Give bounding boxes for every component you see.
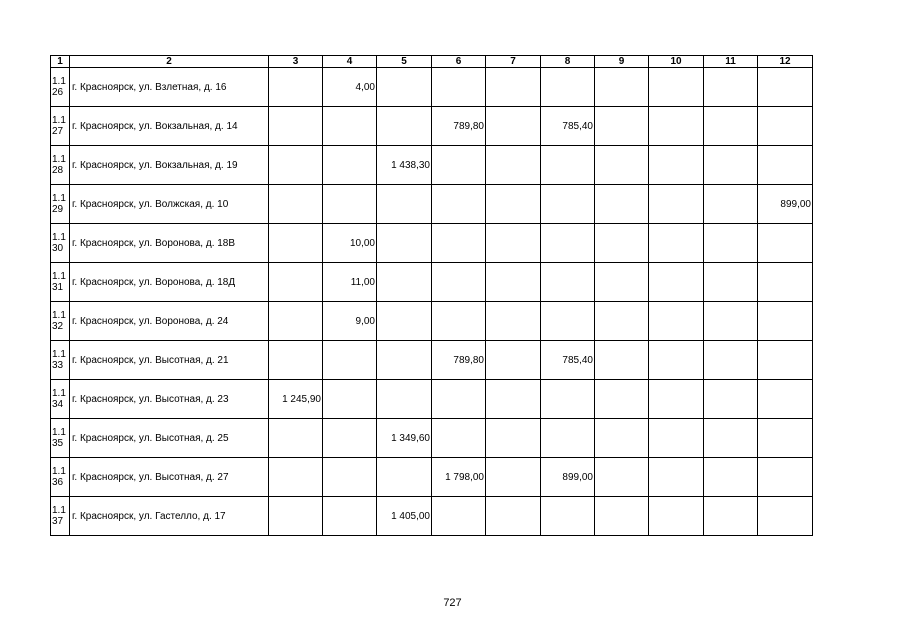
column-header: 3 [269, 56, 323, 68]
value-cell [595, 107, 649, 146]
value-cell [758, 341, 813, 380]
address-cell: г. Красноярск, ул. Воронова, д. 18В [70, 224, 269, 263]
value-cell [704, 185, 758, 224]
value-cell [649, 146, 704, 185]
value-cell [269, 341, 323, 380]
value-cell [432, 146, 486, 185]
address-cell: г. Красноярск, ул. Вокзальная, д. 14 [70, 107, 269, 146]
value-cell [269, 458, 323, 497]
row-index-bottom: 37 [52, 516, 64, 527]
value-cell [541, 68, 595, 107]
table-row [51, 224, 813, 263]
value-cell [323, 458, 377, 497]
value-cell [541, 224, 595, 263]
table-row [51, 302, 813, 341]
row-index-top: 1.1 [52, 388, 66, 399]
value-cell [704, 107, 758, 146]
value-cell [758, 380, 813, 419]
column-header: 12 [758, 56, 813, 68]
value-cell [323, 107, 377, 146]
value-cell [704, 380, 758, 419]
value-cell [704, 341, 758, 380]
column-header: 10 [649, 56, 704, 68]
value-cell [432, 185, 486, 224]
row-index-bottom: 35 [52, 438, 64, 449]
value-cell [269, 419, 323, 458]
value-cell [269, 146, 323, 185]
value-cell [541, 185, 595, 224]
value-cell [758, 302, 813, 341]
value-cell [704, 263, 758, 302]
value-cell [432, 380, 486, 419]
value-cell [486, 107, 541, 146]
value-cell: 785,40 [541, 107, 595, 146]
column-header: 6 [432, 56, 486, 68]
row-index [51, 68, 70, 107]
value-cell [649, 302, 704, 341]
value-cell [377, 263, 432, 302]
address-cell: г. Красноярск, ул. Вокзальная, д. 19 [70, 146, 269, 185]
value-cell [758, 458, 813, 497]
value-cell: 10,00 [323, 224, 377, 263]
row-index [51, 185, 70, 224]
value-cell: 1 798,00 [432, 458, 486, 497]
value-cell [323, 380, 377, 419]
value-cell [541, 263, 595, 302]
page-number: 727 [443, 597, 462, 609]
value-cell [595, 419, 649, 458]
row-index [51, 341, 70, 380]
column-header: 7 [486, 56, 541, 68]
value-cell [432, 68, 486, 107]
row-index [51, 302, 70, 341]
value-cell [377, 224, 432, 263]
table-row [51, 419, 813, 458]
row-index-top: 1.1 [52, 115, 66, 126]
row-index-top: 1.1 [52, 466, 66, 477]
value-cell [595, 458, 649, 497]
value-cell [377, 380, 432, 419]
value-cell [323, 497, 377, 536]
value-cell [704, 68, 758, 107]
value-cell: 789,80 [432, 341, 486, 380]
row-index [51, 419, 70, 458]
value-cell [541, 146, 595, 185]
value-cell [704, 419, 758, 458]
row-index [51, 146, 70, 185]
value-cell [486, 185, 541, 224]
row-index-top: 1.1 [52, 193, 66, 204]
value-cell [595, 497, 649, 536]
value-cell [486, 341, 541, 380]
value-cell [595, 68, 649, 107]
row-index-bottom: 26 [52, 87, 64, 98]
value-cell [486, 419, 541, 458]
value-cell [269, 224, 323, 263]
value-cell [758, 68, 813, 107]
value-cell [649, 68, 704, 107]
value-cell [758, 224, 813, 263]
table-row [51, 263, 813, 302]
row-index-top: 1.1 [52, 271, 66, 282]
value-cell [649, 458, 704, 497]
value-cell [486, 68, 541, 107]
value-cell [649, 380, 704, 419]
data-table [50, 55, 813, 536]
row-index [51, 380, 70, 419]
value-cell [595, 185, 649, 224]
row-index-bottom: 36 [52, 477, 64, 488]
value-cell [323, 146, 377, 185]
value-cell: 1 349,60 [377, 419, 432, 458]
address-cell: г. Красноярск, ул. Высотная, д. 27 [70, 458, 269, 497]
column-header: 9 [595, 56, 649, 68]
value-cell [323, 341, 377, 380]
table-row [51, 185, 813, 224]
column-header: 1 [51, 56, 70, 68]
address-cell: г. Красноярск, ул. Взлетная, д. 16 [70, 68, 269, 107]
value-cell: 789,80 [432, 107, 486, 146]
value-cell [758, 497, 813, 536]
value-cell [269, 107, 323, 146]
value-cell [758, 419, 813, 458]
row-index-top: 1.1 [52, 154, 66, 165]
value-cell [649, 263, 704, 302]
value-cell [758, 263, 813, 302]
value-cell [377, 107, 432, 146]
value-cell [377, 341, 432, 380]
value-cell [595, 302, 649, 341]
value-cell [649, 185, 704, 224]
address-cell: г. Красноярск, ул. Воронова, д. 18Д [70, 263, 269, 302]
value-cell [269, 185, 323, 224]
table-row [51, 458, 813, 497]
column-header: 11 [704, 56, 758, 68]
value-cell: 899,00 [541, 458, 595, 497]
row-index [51, 497, 70, 536]
row-index-top: 1.1 [52, 505, 66, 516]
value-cell [486, 224, 541, 263]
value-cell [432, 419, 486, 458]
value-cell: 9,00 [323, 302, 377, 341]
row-index-top: 1.1 [52, 310, 66, 321]
value-cell [704, 497, 758, 536]
row-index [51, 107, 70, 146]
value-cell [649, 419, 704, 458]
row-index-bottom: 34 [52, 399, 64, 410]
value-cell: 11,00 [323, 263, 377, 302]
value-cell: 785,40 [541, 341, 595, 380]
row-index-bottom: 32 [52, 321, 64, 332]
row-index [51, 224, 70, 263]
value-cell [432, 224, 486, 263]
value-cell [377, 458, 432, 497]
value-cell [541, 497, 595, 536]
address-cell: г. Красноярск, ул. Высотная, д. 21 [70, 341, 269, 380]
value-cell [486, 458, 541, 497]
value-cell [323, 185, 377, 224]
row-index-bottom: 29 [52, 204, 64, 215]
table-row [51, 341, 813, 380]
row-index-bottom: 33 [52, 360, 64, 371]
address-cell: г. Красноярск, ул. Воронова, д. 24 [70, 302, 269, 341]
value-cell [377, 302, 432, 341]
value-cell [595, 146, 649, 185]
column-header: 8 [541, 56, 595, 68]
value-cell [432, 302, 486, 341]
value-cell [595, 224, 649, 263]
value-cell [541, 380, 595, 419]
value-cell [269, 497, 323, 536]
value-cell [649, 497, 704, 536]
column-header: 5 [377, 56, 432, 68]
value-cell [486, 302, 541, 341]
value-cell [486, 497, 541, 536]
value-cell: 1 438,30 [377, 146, 432, 185]
value-cell [541, 302, 595, 341]
address-cell: г. Красноярск, ул. Волжская, д. 10 [70, 185, 269, 224]
row-index-top: 1.1 [52, 427, 66, 438]
value-cell [595, 341, 649, 380]
address-cell: г. Красноярск, ул. Высотная, д. 25 [70, 419, 269, 458]
value-cell [269, 302, 323, 341]
value-cell: 899,00 [758, 185, 813, 224]
value-cell [486, 146, 541, 185]
address-cell: г. Красноярск, ул. Высотная, д. 23 [70, 380, 269, 419]
value-cell: 4,00 [323, 68, 377, 107]
row-index-bottom: 27 [52, 126, 64, 137]
column-header: 2 [70, 56, 269, 68]
value-cell: 1 405,00 [377, 497, 432, 536]
value-cell: 1 245,90 [269, 380, 323, 419]
value-cell [541, 419, 595, 458]
value-cell [432, 497, 486, 536]
value-cell [758, 107, 813, 146]
row-index-top: 1.1 [52, 349, 66, 360]
value-cell [323, 419, 377, 458]
row-index-top: 1.1 [52, 76, 66, 87]
value-cell [269, 263, 323, 302]
table-row [51, 107, 813, 146]
value-cell [704, 302, 758, 341]
value-cell [758, 146, 813, 185]
column-header: 4 [323, 56, 377, 68]
value-cell [269, 68, 323, 107]
value-cell [432, 263, 486, 302]
address-cell: г. Красноярск, ул. Гастелло, д. 17 [70, 497, 269, 536]
table-row [51, 497, 813, 536]
table-row [51, 380, 813, 419]
row-index-bottom: 28 [52, 165, 64, 176]
value-cell [377, 185, 432, 224]
table-row [51, 146, 813, 185]
row-index-bottom: 30 [52, 243, 64, 254]
value-cell [595, 263, 649, 302]
header-row [51, 56, 813, 68]
value-cell [486, 263, 541, 302]
value-cell [377, 68, 432, 107]
table-row [51, 68, 813, 107]
value-cell [486, 380, 541, 419]
value-cell [649, 341, 704, 380]
row-index [51, 263, 70, 302]
value-cell [649, 224, 704, 263]
row-index-top: 1.1 [52, 232, 66, 243]
value-cell [704, 224, 758, 263]
value-cell [595, 380, 649, 419]
value-cell [649, 107, 704, 146]
value-cell [704, 458, 758, 497]
row-index [51, 458, 70, 497]
row-index-bottom: 31 [52, 282, 64, 293]
value-cell [704, 146, 758, 185]
